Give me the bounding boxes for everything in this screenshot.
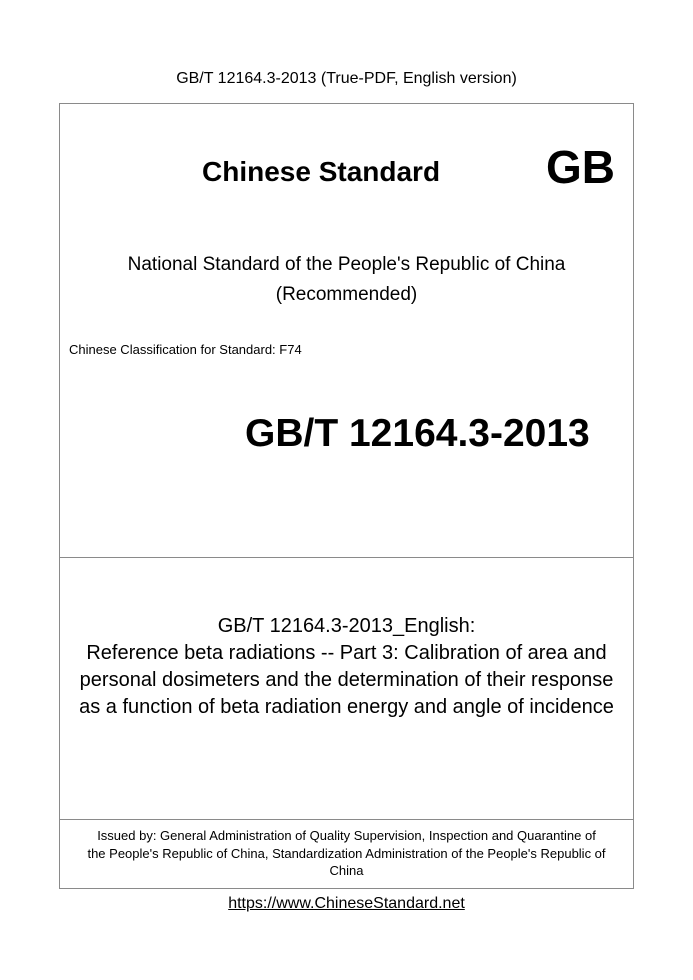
footer-url-container bbox=[0, 895, 693, 913]
title-line-2: Reference beta radiations -- Part 3: Calibration of area and bbox=[86, 642, 607, 664]
issuer-block bbox=[59, 827, 634, 880]
website-link[interactable]: https://www.ChineseStandard.net bbox=[228, 895, 465, 912]
national-line-1: National Standard of the People's Republic of China bbox=[127, 254, 566, 275]
title-line-3: personal dosimeters and the determination of their response bbox=[79, 669, 614, 691]
brand-title: Chinese Standard bbox=[202, 156, 441, 187]
page-header: GB/T 12164.3-2013 (True-PDF, English version) bbox=[176, 70, 517, 87]
national-line-2: (Recommended) bbox=[275, 284, 418, 305]
cover-frame bbox=[59, 103, 634, 889]
section-divider-bottom bbox=[59, 819, 634, 820]
title-line-1: GB/T 12164.3-2013_English: bbox=[217, 615, 476, 637]
issuer-line-3: China bbox=[329, 863, 364, 878]
gb-mark: GB bbox=[546, 141, 615, 193]
issuer-line-2: the People's Republic of China, Standardization Administration of the People's Republic of bbox=[87, 845, 606, 861]
standard-number: GB/T 12164.3-2013 bbox=[245, 412, 590, 455]
document-title bbox=[59, 613, 634, 721]
section-divider-top bbox=[59, 557, 634, 558]
national-standard-text bbox=[59, 250, 634, 310]
issuer-line-1: Issued by: General Administration of Quality Supervision, Inspection and Quarantine of bbox=[97, 828, 596, 843]
classification-text: Chinese Classification for Standard: F74 bbox=[69, 342, 302, 357]
title-line-4: as a function of beta radiation energy and angle of incidence bbox=[79, 696, 614, 718]
